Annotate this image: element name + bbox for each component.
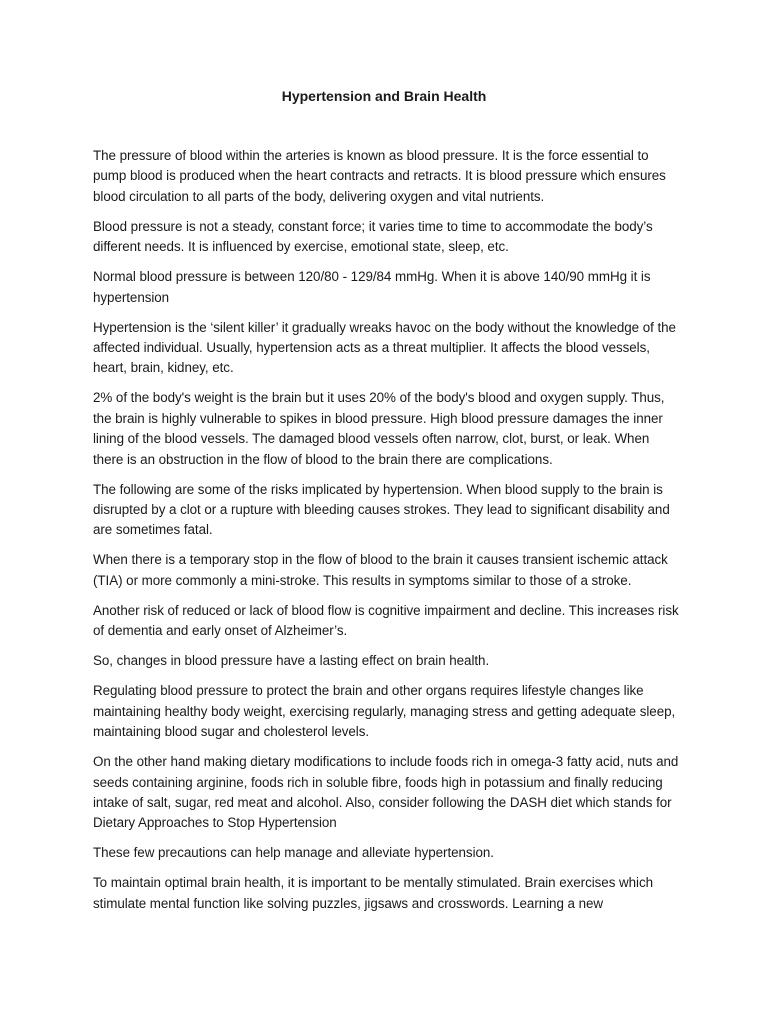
paragraph: Normal blood pressure is between 120/80 - 129/84 mmHg. When it is above 140/90 mmHg it is hypertension [93,269,651,305]
paragraph: When there is a temporary stop in the flow of blood to the brain it causes transient ischemic attack (TIA) or more commonly a mini-stroke. This results in symptoms similar to those of a stroke. [93,552,668,588]
paragraph: The pressure of blood within the arteries is known as blood pressure. It is the force essential to pump blood is produced when the heart contracts and retracts. It is blood pressure which ensures blood circulation to all parts of the body, delivering oxygen and vital nutrients. [93,148,666,204]
document-body [93,146,683,924]
paragraph: Hypertension is the ‘silent killer’ it gradually wreaks havoc on the body without the knowledge of the affected individual. Usually, hypertension acts as a threat multiplier. It affects the blood vessels, heart, brain, kidney, etc. [93,319,676,376]
paragraph: The following are some of the risks implicated by hypertension. When blood supply to the brain is disrupted by a clot or a rupture with bleeding causes strokes. They lead to significant disability and are sometimes fatal. [93,481,670,538]
paragraph: Another risk of reduced or lack of blood flow is cognitive impairment and decline. This increases risk of dementia and early onset of Alzheimer’s. [93,602,679,639]
paragraph: To maintain optimal brain health, it is important to be mentally stimulated. Brain exercises which stimulate mental function like solving puzzles, jigsaws and crosswords. Learning a new [93,875,653,911]
paragraph: Blood pressure is not a steady, constant force; it varies time to time to accommodate the body’s different needs. It is influenced by exercise, emotional state, sleep, etc. [93,218,653,255]
paragraph: 2% of the body's weight is the brain but it uses 20% of the body's blood and oxygen supply. Thus, the brain is highly vulnerable to spikes in blood pressure. High blood pressure damages the inner lining of the blood vessels. The damaged blood vessels often narrow, clot, burst, or leak. When there is an obstruction in the flow of blood to the brain there are complications. [93,390,665,467]
paragraph: So, changes in blood pressure have a lasting effect on brain health. [93,653,490,669]
paragraph: Regulating blood pressure to protect the brain and other organs requires lifestyle changes like maintaining healthy body weight, exercising regularly, managing stress and getting adequate sleep, maintaining blood sugar and cholesterol levels. [93,683,676,740]
document-title: Hypertension and Brain Health [281,88,487,104]
paragraph: These few precautions can help manage and alleviate hypertension. [93,845,494,861]
paragraph: On the other hand making dietary modifications to include foods rich in omega-3 fatty acid, nuts and seeds containing arginine, foods rich in soluble fibre, foods high in potassium and finally reducing intake of salt, sugar, red meat and alcohol. Also, consider following the DASH diet which stands for Dietary Approaches to Stop Hypertension [93,754,679,831]
